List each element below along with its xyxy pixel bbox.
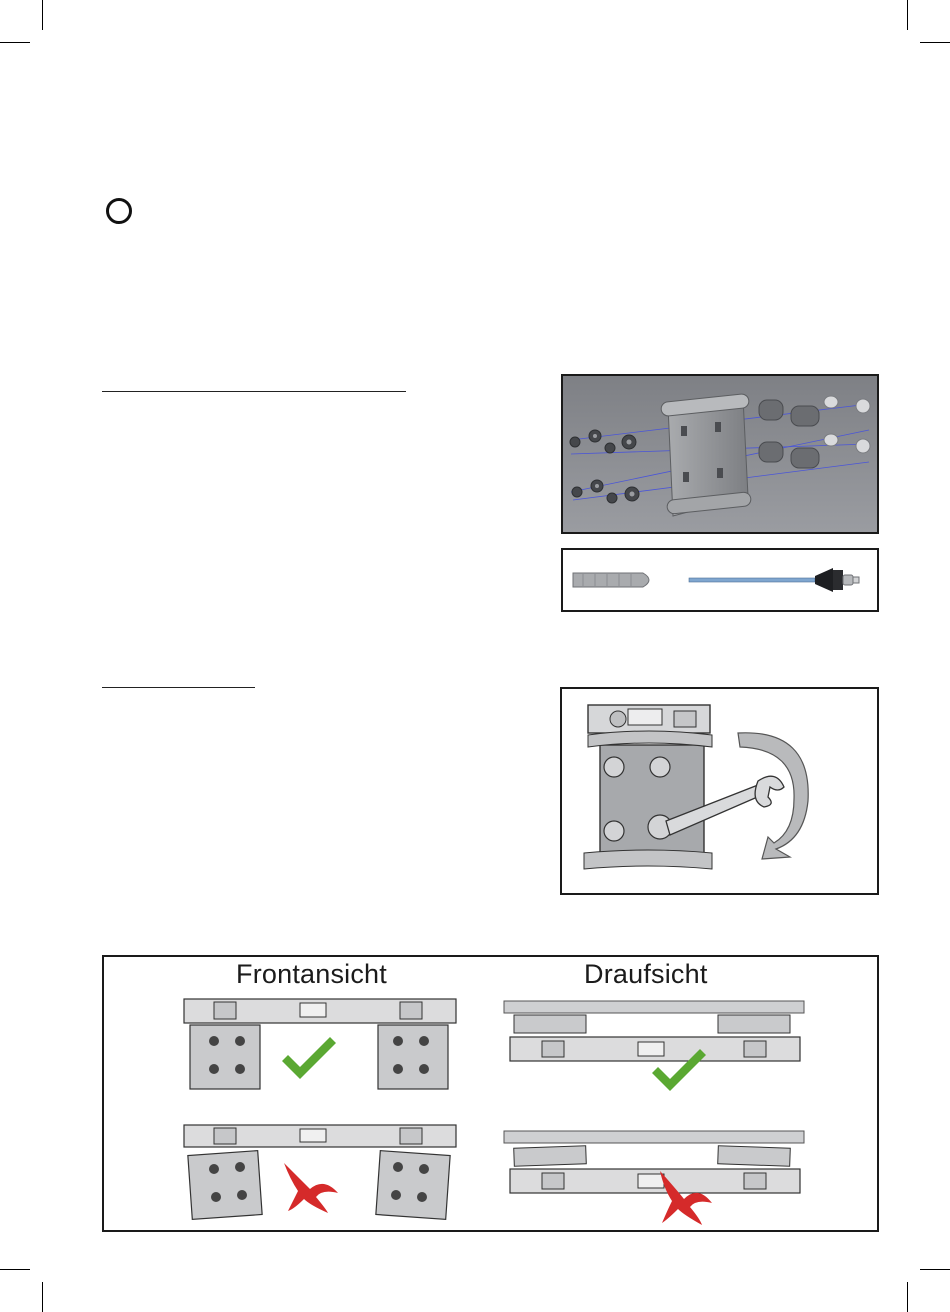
circle-icon (106, 198, 132, 224)
checkmark-icon (282, 1037, 336, 1079)
front-view-wrong (184, 1125, 456, 1219)
anchor-and-rod-figure (561, 548, 879, 612)
front-view-title: Frontansicht (236, 959, 387, 989)
level-and-wrench-figure (560, 687, 879, 895)
cross-icon (284, 1163, 338, 1213)
threaded-rod (689, 568, 859, 592)
front-view-correct (184, 999, 456, 1089)
section-heading-underline (102, 391, 406, 392)
section-heading-underline (102, 687, 255, 688)
alignment-comparison-box (102, 955, 879, 1232)
wall-plug (573, 573, 649, 587)
top-view-wrong (504, 1131, 804, 1225)
top-view-correct (504, 1001, 804, 1091)
top-view-title: Draufsicht (584, 959, 708, 989)
bracket-exploded-figure (561, 374, 879, 534)
